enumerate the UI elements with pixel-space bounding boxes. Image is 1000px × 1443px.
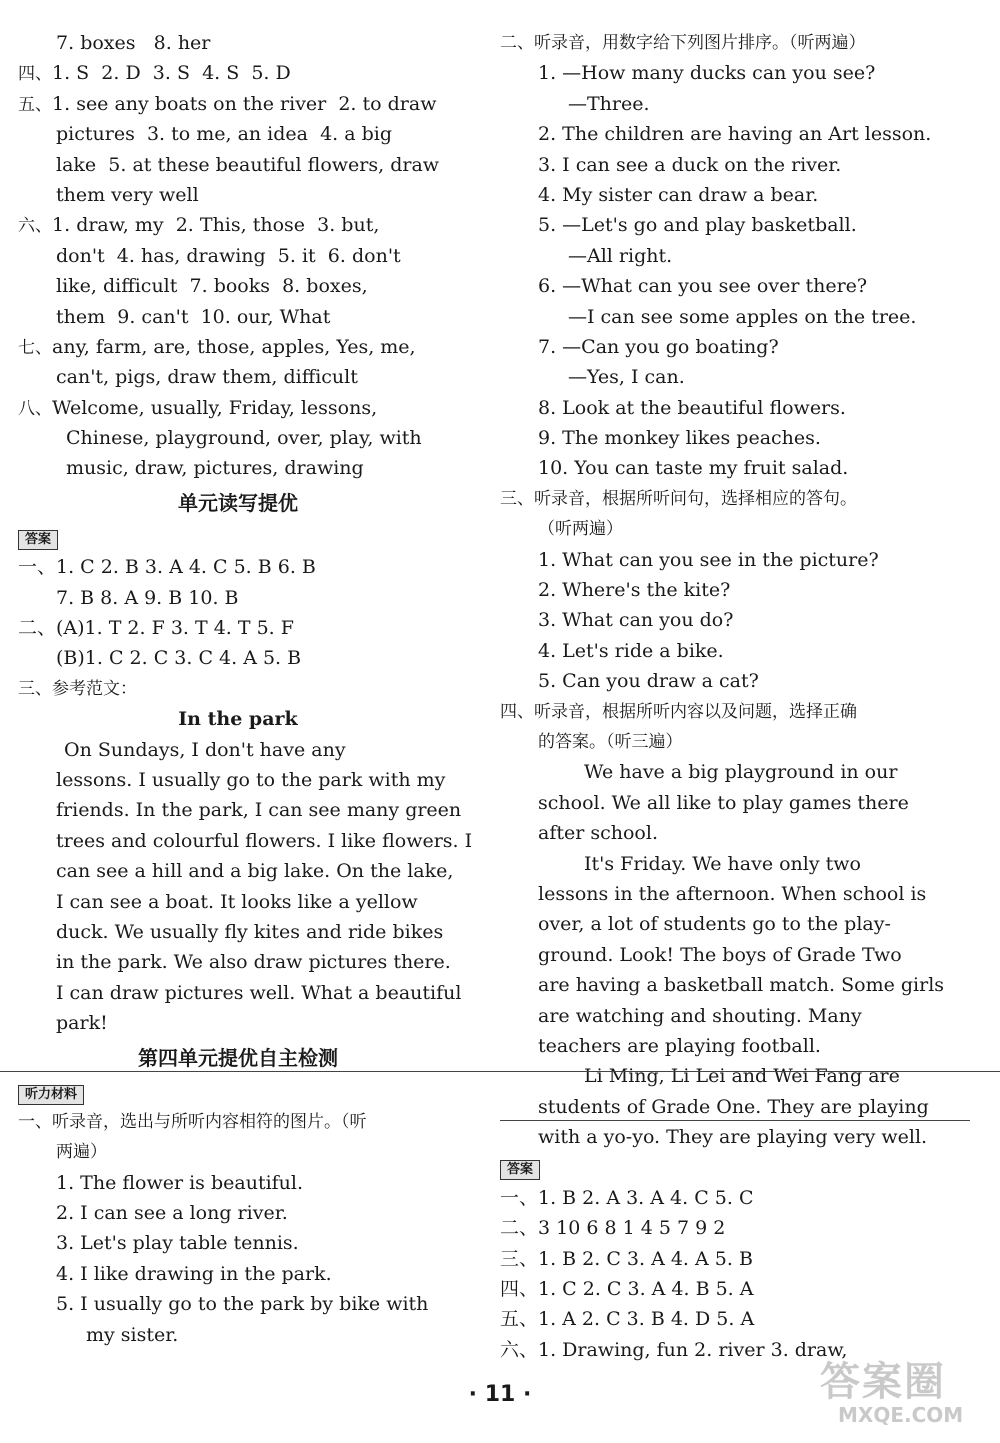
answer-tag: 答案 — [500, 1160, 540, 1180]
listening-item: 7. —Can you go boating? — [538, 335, 779, 358]
listening-item: 3. Let's play table tennis. — [56, 1232, 299, 1255]
passage-line: over, a lot of students go to the play- — [538, 913, 891, 936]
answer-line: pictures 3. to me, an idea 4. a big — [56, 123, 393, 146]
answer-line: 六、1. draw, my 2. This, those 3. but, — [18, 214, 380, 237]
passage-line: lessons in the afternoon. When school is — [538, 882, 927, 905]
answer-line: lake 5. at these beautiful flowers, draw — [56, 153, 440, 176]
answer-line: 四、1. C 2. C 3. A 4. B 5. A — [500, 1278, 754, 1301]
answer-line: don't 4. has, drawing 5. it 6. don't — [56, 244, 401, 267]
listening-item: 1. —How many ducks can you see? — [538, 62, 876, 85]
listening-item: —Three. — [568, 92, 650, 115]
question-title: 三、听录音，根据所听问句，选择相应的答句。 — [500, 488, 857, 509]
question-title: （听两遍） — [538, 519, 623, 540]
left-column — [18, 28, 473, 1350]
essay-title: In the park — [178, 708, 298, 731]
answer-line: 六、1. Drawing, fun 2. river 3. draw, — [500, 1338, 848, 1361]
passage-line: We have a big playground in our — [584, 761, 898, 784]
answer-line: 二、(A)1. T 2. F 3. T 4. T 5. F — [18, 617, 294, 640]
listening-item: 4. Let's ride a bike. — [538, 639, 724, 662]
essay-line: I can draw pictures well. What a beautiful — [56, 981, 462, 1004]
essay-line: trees and colourful flowers. I like flowers. I — [56, 829, 473, 852]
answer-line: Chinese, playground, over, play, with — [66, 427, 422, 450]
answer-line: 二、3 10 6 8 1 4 5 7 9 2 — [500, 1217, 726, 1240]
watermark-logo: 答案圈 MXQE.COM — [820, 1359, 964, 1427]
section-title: 单元读写提优 — [178, 490, 298, 515]
question-title: 的答案。（听三遍） — [538, 731, 683, 752]
answer-line: (B)1. C 2. C 3. C 4. A 5. B — [56, 647, 302, 670]
essay-line: I can see a boat. It looks like a yellow — [56, 890, 418, 913]
passage-line: after school. — [538, 822, 658, 845]
answer-line: 一、1. C 2. B 3. A 4. C 5. B 6. B — [18, 556, 316, 579]
answer-line: like, difficult 7. books 8. boxes, — [56, 275, 368, 298]
listening-item: —Yes, I can. — [568, 366, 685, 389]
listening-item: —All right. — [568, 244, 673, 267]
passage-line: are having a basketball match. Some girls — [538, 974, 945, 997]
listening-item: 5. I usually go to the park by bike with — [56, 1293, 429, 1316]
essay-line: duck. We usually fly kites and ride bikes — [56, 920, 444, 943]
question-title: 二、听录音，用数字给下列图片排序。（听两遍） — [500, 33, 866, 53]
section-title: 第四单元提优自主检测 — [138, 1045, 338, 1070]
question-title: 四、听录音，根据所听内容以及问题，选择正确 — [500, 701, 857, 722]
answer-line: them very well — [56, 183, 199, 206]
passage-line: It's Friday. We have only two — [584, 852, 861, 875]
listening-item: 4. I like drawing in the park. — [56, 1262, 332, 1285]
answer-line: 7. B 8. A 9. B 10. B — [56, 586, 239, 609]
listening-item: 4. My sister can draw a bear. — [538, 183, 819, 206]
listening-item: 10. You can taste my fruit salad. — [538, 457, 849, 480]
listening-tag: 听力材料 — [18, 1085, 84, 1105]
answer-line: 一、1. B 2. A 3. A 4. C 5. C — [500, 1186, 754, 1209]
essay-line: park! — [56, 1012, 108, 1035]
answer-line: 7. boxes 8. her — [56, 32, 211, 54]
answer-line: them 9. can't 10. our, What — [56, 305, 331, 328]
answer-line: 八、Welcome, usually, Friday, lessons, — [18, 396, 378, 419]
answer-line: music, draw, pictures, drawing — [66, 457, 364, 480]
listening-item: 2. Where's the kite? — [538, 579, 731, 602]
listening-item: 2. I can see a long river. — [56, 1202, 288, 1225]
section-divider — [0, 1071, 1000, 1072]
answer-line: 七、any, farm, are, those, apples, Yes, me, — [18, 335, 416, 358]
listening-item: 8. Look at the beautiful flowers. — [538, 396, 846, 419]
answer-line: 三、1. B 2. C 3. A 4. A 5. B — [500, 1247, 753, 1270]
essay-line: in the park. We also draw pictures there. — [56, 951, 451, 974]
essay-line: lessons. I usually go to the park with my — [56, 768, 446, 791]
listening-item: 3. What can you do? — [538, 609, 734, 632]
listening-item: 2. The children are having an Art lesson. — [538, 123, 932, 146]
passage-line: ground. Look! The boys of Grade Two — [538, 943, 902, 966]
essay-line: friends. In the park, I can see many green — [56, 799, 462, 822]
listening-item: my sister. — [86, 1323, 179, 1346]
listening-item: 1. What can you see in the picture? — [538, 548, 879, 571]
passage-line: students of Grade One. They are playing — [538, 1095, 929, 1118]
listening-item: 5. Can you draw a cat? — [538, 670, 759, 693]
answer-line: 五、1. see any boats on the river 2. to draw — [18, 92, 437, 115]
passage-line: teachers are playing football. — [538, 1034, 821, 1057]
essay-line: can see a hill and a big lake. On the lake, — [56, 860, 454, 883]
passage-line: with a yo-yo. They are playing very well. — [538, 1126, 928, 1149]
question-title: 一、听录音，选出与所听内容相符的图片。（听 — [18, 1111, 367, 1132]
section-divider — [500, 1120, 970, 1121]
passage-line: are watching and shouting. Many — [538, 1004, 862, 1027]
listening-item: 1. The flower is beautiful. — [56, 1171, 304, 1194]
listening-item: 3. I can see a duck on the river. — [538, 153, 842, 176]
question-title: 两遍） — [56, 1142, 107, 1163]
listening-item: 9. The monkey likes peaches. — [538, 427, 821, 450]
listening-item: 6. —What can you see over there? — [538, 275, 868, 298]
answer-line: 五、1. A 2. C 3. B 4. D 5. A — [500, 1308, 755, 1331]
page-number: · 11 · — [468, 1382, 532, 1407]
listening-item: 5. —Let's go and play basketball. — [538, 214, 857, 237]
answer-tag: 答案 — [18, 530, 58, 550]
essay-line: On Sundays, I don't have any — [64, 738, 346, 761]
answer-line: 三、参考范文： — [18, 678, 137, 699]
listening-item: —I can see some apples on the tree. — [568, 305, 917, 328]
answer-line: can't, pigs, draw them, difficult — [56, 366, 358, 389]
right-column — [500, 28, 945, 1365]
answer-line: 四、1. S 2. D 3. S 4. S 5. D — [18, 62, 291, 85]
passage-line: Li Ming, Li Lei and Wei Fang are — [584, 1065, 900, 1088]
passage-line: school. We all like to play games there — [538, 791, 909, 814]
